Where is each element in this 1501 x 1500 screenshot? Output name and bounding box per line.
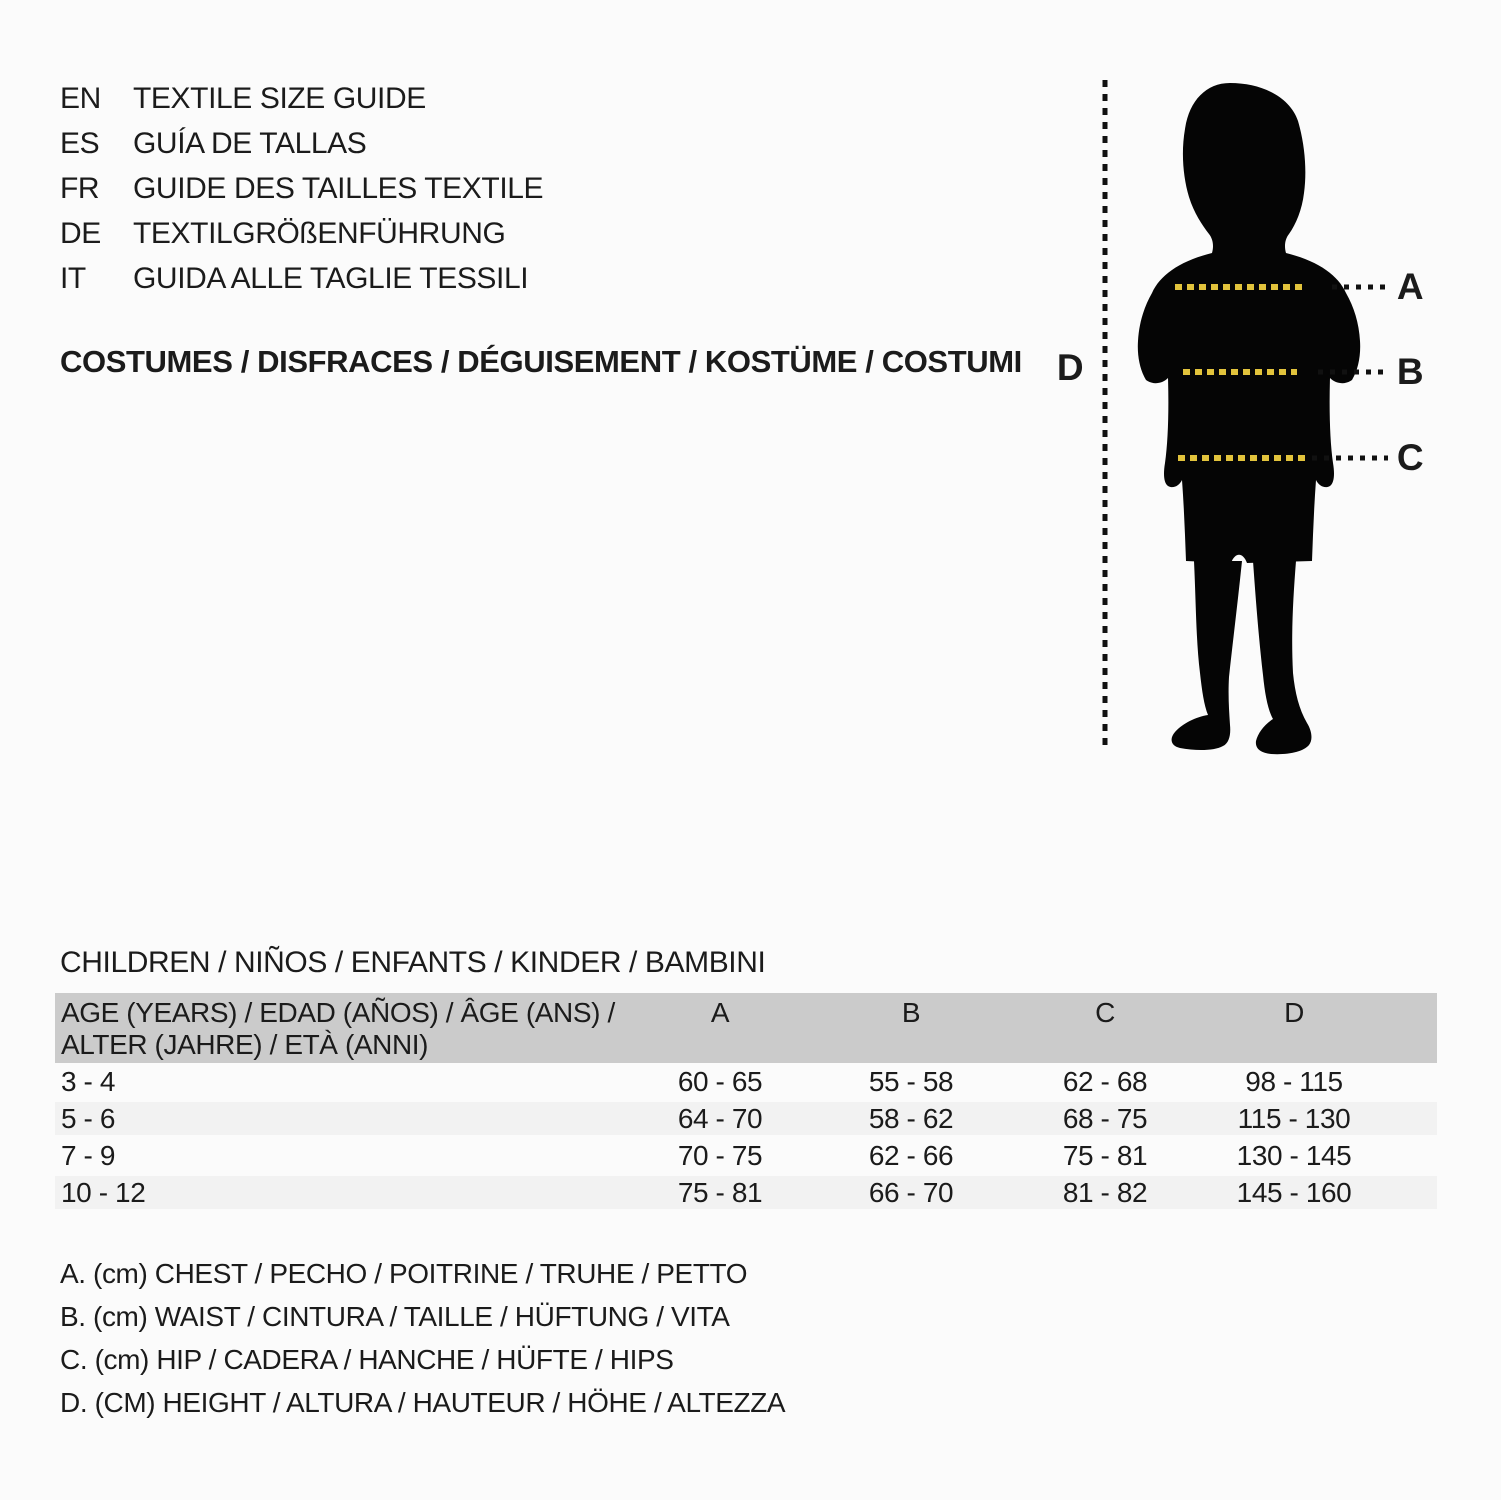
hip-cell: 81 - 82 — [1062, 1176, 1148, 1208]
hip-cell: 75 - 81 — [1062, 1139, 1148, 1171]
column-header-d: D — [1284, 997, 1304, 1028]
language-guide-list — [60, 76, 543, 301]
hip-cell: 62 - 68 — [1062, 1065, 1148, 1097]
chest-cell: 70 - 75 — [677, 1139, 763, 1171]
marker-label-chest: A — [1396, 266, 1424, 307]
language-code: ES — [60, 126, 100, 160]
child-silhouette-body — [1138, 83, 1360, 563]
table-header-row — [55, 993, 1437, 1063]
age-cell: 3 - 4 — [61, 1065, 116, 1097]
legend-line-chest: A. (cm) CHEST / PECHO / POITRINE / TRUHE / PETTO — [60, 1257, 748, 1289]
age-cell: 5 - 6 — [61, 1102, 116, 1134]
age-cell: 7 - 9 — [61, 1139, 116, 1171]
height-cell: 130 - 145 — [1236, 1139, 1352, 1171]
table-row — [55, 1100, 1437, 1137]
language-code: IT — [60, 261, 86, 295]
age-header-line1: AGE (YEARS) / EDAD (AÑOS) / ÂGE (ANS) / — [61, 997, 615, 1028]
chest-cell: 75 - 81 — [677, 1176, 763, 1208]
language-guide-label: GUIDA ALLE TAGLIE TESSILI — [133, 261, 529, 295]
column-header-b: B — [901, 997, 921, 1028]
language-code: FR — [60, 171, 100, 205]
age-header-line2: ALTER (JAHRE) / ETÀ (ANNI) — [61, 1029, 429, 1060]
table-row — [55, 1137, 1437, 1174]
column-header-c: C — [1095, 997, 1115, 1028]
language-guide-label: GUIDE DES TAILLES TEXTILE — [133, 171, 544, 205]
language-code: DE — [60, 216, 101, 250]
size-table — [55, 993, 1437, 1211]
list-item — [60, 76, 543, 121]
age-cell: 10 - 12 — [61, 1176, 146, 1208]
table-row — [55, 1063, 1437, 1100]
waist-cell: 58 - 62 — [868, 1102, 954, 1134]
list-item — [60, 256, 543, 301]
column-header-a: A — [710, 997, 730, 1028]
marker-label-hip: C — [1396, 437, 1424, 478]
legend-line-height: D. (CM) HEIGHT / ALTURA / HAUTEUR / HÖHE / ALTEZZA — [60, 1386, 786, 1418]
table-row — [55, 1174, 1437, 1211]
waist-cell: 62 - 66 — [868, 1139, 954, 1171]
chest-cell: 64 - 70 — [677, 1102, 763, 1134]
list-item — [60, 211, 543, 256]
legend-line-waist: B. (cm) WAIST / CINTURA / TAILLE / HÜFTUNG / VITA — [60, 1300, 730, 1332]
waist-cell: 55 - 58 — [868, 1065, 954, 1097]
waist-cell: 66 - 70 — [868, 1176, 954, 1208]
hip-cell: 68 - 75 — [1062, 1102, 1148, 1134]
measurement-legend — [60, 1252, 785, 1424]
marker-label-waist: B — [1396, 351, 1424, 392]
child-silhouette-diagram — [1050, 55, 1480, 760]
legend-line-hip: C. (cm) HIP / CADERA / HANCHE / HÜFTE / HIPS — [60, 1343, 674, 1375]
child-silhouette-left-leg — [1172, 561, 1242, 750]
list-item — [60, 166, 543, 211]
chest-cell: 60 - 65 — [677, 1065, 763, 1097]
category-title: COSTUMES / DISFRACES / DÉGUISEMENT / KOSTÜME / COSTUMI — [60, 344, 1022, 379]
height-cell: 145 - 160 — [1236, 1176, 1352, 1208]
language-guide-label: TEXTILGRÖßENFÜHRUNG — [133, 216, 506, 250]
age-column-header — [55, 993, 625, 1063]
language-guide-label: GUÍA DE TALLAS — [133, 126, 367, 160]
section-title-children: CHILDREN / NIÑOS / ENFANTS / KINDER / BAMBINI — [60, 946, 766, 979]
language-guide-label: TEXTILE SIZE GUIDE — [133, 81, 426, 115]
measurement-figure — [1040, 55, 1500, 767]
language-code: EN — [60, 81, 101, 115]
marker-label-height: D — [1056, 347, 1084, 388]
child-silhouette-right-leg — [1253, 561, 1311, 754]
list-item — [60, 121, 543, 166]
height-cell: 115 - 130 — [1237, 1102, 1351, 1134]
height-cell: 98 - 115 — [1245, 1065, 1343, 1097]
